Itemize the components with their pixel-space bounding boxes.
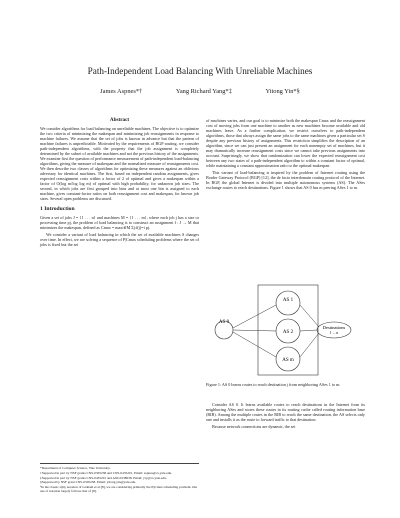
edge-as1-dest (300, 305, 319, 327)
footnote: §Supported by NSF grant CNS-0305258. Email: yitong.yin@yale.edu. (40, 480, 136, 485)
left-column (40, 118, 199, 249)
right-paragraph-2: This variant of load-balancing is inspired by the problem of Internet routing using the Border Gateway Protocol (BGP) [12], the de facto interdomain routing protocol of the Internet. In BGP, the global Internet is divided into multiple autonomous systems (AS). The ASes exchange routes to reach destinations. Figure 1 shows that AS 0 has m peering ASes 1 to m. (206, 170, 365, 190)
intro-paragraph-1: Given a set of jobs J = {1 . . . n} and machines M = {1 . . . m}, where each job j has a size or processing time pj, the problem of load balancing is to construct an assignment f : J → M that minimizes the makespan, defined as Cmax = maxi∈M Σj:f(j)=i pj. (40, 215, 199, 230)
abstract-text: We consider algorithms for load balancing on unreliable machines. The objective is to optimize the two criteria of minimizing the makespan and minimizing job reassignments in response to machine failures. We assume that the set of jobs is known in advance but that the pattern of machine failures is unpredictable. Motivated by the requirements of BGP routing, we consider path-independent algorithms, with the property that the job assignment is completely determined by the subset of available machines and not the previous history of the assignments. We examine first the question of performance measurement of path-independent load-balancing algorithms, giving the measure of makespan and the normalized measure of reassignments cost. We then describe two classes of algorithms for optimizing these measures against an oblivious adversary for identical machines. The first, based on independent random assignments, gives expected reassignment costs within a factor of 2 of optimal and gives a makespan within a factor of O(log m/log log m) of optimal with high probability, for unknown job sizes. The second, in which jobs are first grouped into bins and at most one bin is assigned to each machine, gives constant-factor ratios on both reassignment cost and makespan, for known job sizes. Several open problems are discussed. (40, 126, 199, 201)
as0-label: AS 0 (218, 320, 230, 325)
footnote: ¹In the classic α|β|γ notation of Graham et al.[8], we are considering primarily the P||Cmax scheduling problem. Our use of notation largely follows that of [8]. (40, 485, 198, 494)
footnote: *Department of Computer Science, Yale University. (40, 466, 111, 470)
author-aspnes: James Aspnes*† (100, 88, 143, 95)
as2-label: AS 2 (282, 330, 294, 335)
as1-node (276, 291, 300, 315)
edge-as2-dest (300, 330, 317, 331)
edge-as0-as2 (233, 330, 276, 331)
right-column (206, 118, 365, 192)
right-paragraph-3: Consider AS 0. It learns available routes to reach destinations in the Internet from its neighboring ASes and stores these routes in its routing cache called routing information base (RIB). Among the multiple routes in the RIB to reach the same destination, the AS selects only one and installs it as the route to forward traffic to that destination. (206, 402, 365, 422)
edge-asm-dest (300, 333, 319, 357)
right-paragraph-1: of machines varies, and our goal is to minimize both the makespan Cmax and the reassignment cost of moving jobs from one machine to another as new machines become available and old machines leave. As a further complication, we restrict ourselves to path-independent algorithms, those that always assign the same jobs to the same machines given a particular set S despite any previous history of assignments. This restriction simplifies the description of an algorithm, since we can just present an assignment for each nonempty set of machines, but it may dramatically increase reassignment costs since we cannot take previous assignments into account. Surprisingly, we show that randomization can lower the expected reassignment cost between any two states of a path-independent algorithm to within a constant factor of optimal, while maintaining a constant approximation ratio to the optimal makespan. (206, 118, 365, 168)
intro-paragraph-2: We consider a variant of load balancing in which the set of available machines S changes over time. In effect, we are solving a sequence of P|Cmax scheduling problems where the set of jobs is fixed but the set (40, 232, 199, 247)
as1-label: AS 1 (282, 298, 294, 303)
edge-as0-as1 (233, 305, 276, 328)
footnote: ‡Supported in part by NSF grants CNS-0435201 and ANI-0238038. Email: yry@cs.yale.edu. (40, 475, 167, 480)
paper-title: Path-Independent Load Balancing With Unreliable Machines (87, 66, 313, 76)
edge-as0-asm (233, 332, 276, 357)
figure-caption: Figure 1: AS 0 learns routes to reach destination j from neighboring ASes 1 to m. (206, 382, 341, 387)
destinations-label: Destinations (322, 325, 346, 330)
asm-label: AS m (282, 358, 294, 363)
figure-as-network (206, 283, 365, 377)
author-list (0, 88, 400, 95)
right-paragraph-4: Because network connections are dynamic, the set (212, 424, 296, 429)
footnote: †Supported in part by NSF grants CNS-0305258 and CNS-0435201. Email: aspnes@cs.yale.edu. (40, 470, 172, 475)
author-yang: Yang Richard Yang*‡ (175, 88, 232, 95)
right-column-bottom (206, 402, 365, 431)
abstract-heading: Abstract (109, 117, 130, 123)
destinations-range: 1 ... n (329, 331, 339, 335)
section-heading: 1 Introduction (40, 206, 75, 212)
author-yin: Yitong Yin*§ (265, 88, 300, 95)
footnotes (40, 463, 199, 494)
